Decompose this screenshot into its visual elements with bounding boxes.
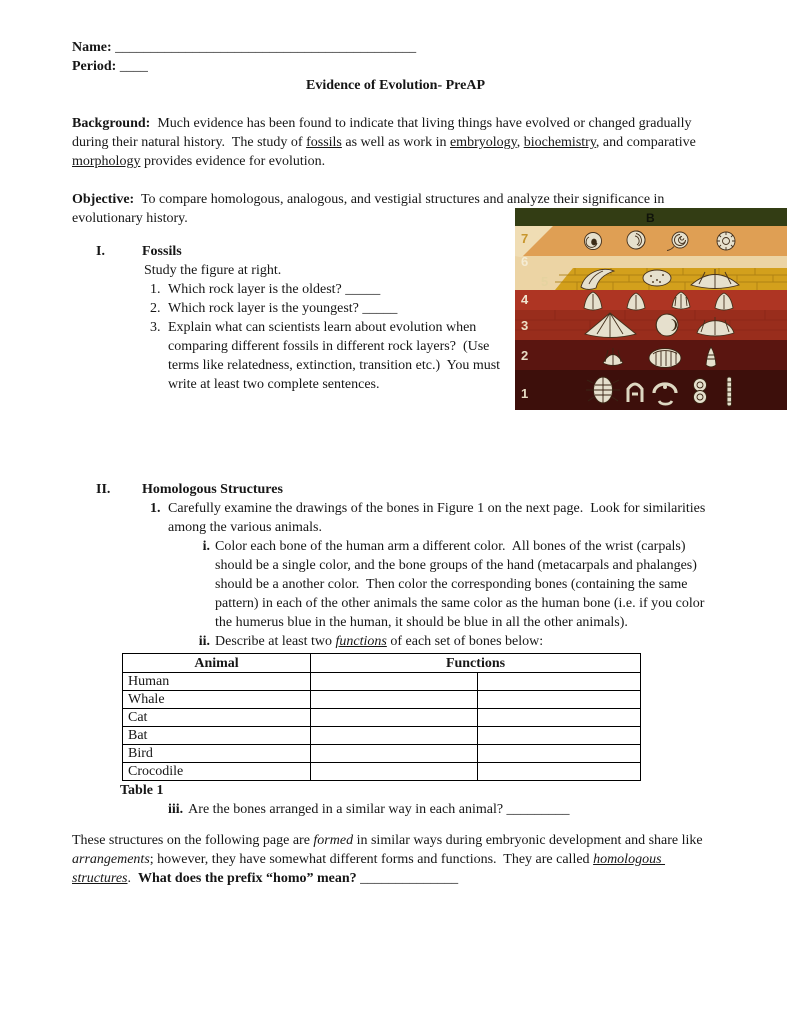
sub-item-ii-text	[215, 632, 543, 651]
text-run: Are the bones arranged in a similar way in each animal?	[188, 802, 507, 817]
functions-cell-2	[478, 763, 641, 781]
arc-dot	[663, 385, 667, 389]
animal-cell: Cat	[123, 709, 311, 727]
table-row-cat	[123, 709, 641, 727]
dot	[650, 275, 652, 277]
text-run: in similar ways during embryonic development and share like	[353, 833, 707, 848]
question-2-text: Which rock layer is the youngest? _____	[168, 301, 398, 316]
term-biochemistry: biochemistry	[523, 135, 596, 150]
sub-item-i-row	[191, 537, 719, 632]
period-label: Period:	[72, 59, 117, 74]
name-line	[72, 38, 719, 57]
closing-paragraph	[72, 831, 719, 888]
sub-item-i-number: i.	[202, 539, 210, 554]
term-functions: functions	[335, 634, 387, 649]
functions-cell-2	[478, 745, 641, 763]
text-run: ,	[516, 135, 524, 150]
functions-cell-2	[478, 691, 641, 709]
layer-2-number: 2	[521, 348, 529, 363]
functions-cell-1	[311, 727, 478, 745]
layer-6-number: 6	[521, 254, 529, 269]
rock-layer-7	[515, 226, 787, 256]
text-run: To compare homologous, analogous, and vestigial structures and analyze their significance in evolutionary history.	[72, 192, 668, 226]
fossil-double-oval-icon	[694, 379, 707, 392]
functions-cell-1	[311, 745, 478, 763]
figure-corner-label: B	[646, 211, 655, 225]
table-row-whale	[123, 691, 641, 709]
text-run: provides evidence for evolution.	[140, 154, 326, 169]
animal-cell: Human	[123, 673, 311, 691]
text-run: as well as work in	[341, 135, 450, 150]
col-header-animal: Animal	[123, 654, 311, 673]
fossil-rock-layers-figure	[515, 208, 787, 410]
functions-cell-2	[478, 673, 641, 691]
page-title: Evidence of Evolution- PreAP	[305, 78, 485, 93]
section-2-item-1-row	[150, 499, 719, 537]
animal-cell: Bird	[123, 745, 311, 763]
section-2-numeral: II.	[96, 482, 111, 497]
section-2-heading-row	[96, 480, 719, 499]
period-line	[72, 57, 719, 76]
functions-cell-1	[311, 691, 478, 709]
shell-hole	[591, 239, 597, 246]
dot	[662, 274, 664, 276]
dot	[659, 281, 661, 283]
layer-5-number: 5	[541, 274, 549, 289]
functions-cell-2	[478, 727, 641, 745]
question-1-number: 1.	[150, 282, 161, 297]
text-run: Much evidence has been found to indicate that living things have evolved or changed gradually during their natural history. The study of	[72, 116, 695, 150]
functions-cell-1	[311, 709, 478, 727]
sub-item-i-text: Color each bone of the human arm a different color. All bones of the wrist (carpals) should be a single color, and the bone groups of the hand (metacarpals and phalanges) should be a another color. Then color the corresponding bones (containing the same pattern) in each of the other animals the same color as the human bone (i.e. if you color the humerus blue in the human, it should be blue in all the other animals).	[215, 539, 708, 630]
homo-prefix-question: What does the prefix “homo” mean?	[137, 871, 357, 886]
objective-label: Objective:	[72, 192, 135, 207]
name-label: Name:	[72, 40, 112, 55]
table-row-bat	[123, 727, 641, 745]
item-1-number: 1.	[150, 501, 161, 516]
term-morphology: morphology	[72, 154, 141, 169]
term-homologous-structures: homologous structures	[72, 852, 666, 886]
table-row-human	[123, 673, 641, 691]
animal-cell: Whale	[123, 691, 311, 709]
section-1-numeral: I.	[96, 244, 105, 259]
term-arrangements: arrangements	[72, 852, 150, 867]
sub-item-ii-row	[191, 632, 719, 651]
double-oval-lower	[694, 391, 707, 404]
animal-cell: Bat	[123, 727, 311, 745]
dot	[656, 279, 658, 281]
sub-item-iii-number: iii.	[168, 802, 184, 817]
question-1-text: Which rock layer is the oldest? _____	[168, 282, 381, 297]
animal-cell: Crocodile	[123, 763, 311, 781]
blank-line	[72, 95, 719, 114]
table-1-caption: Table 1	[120, 783, 164, 798]
layer-7-number: 7	[521, 231, 529, 246]
question-3-number: 3.	[150, 320, 161, 335]
text-run: .	[127, 871, 138, 886]
col-header-functions: Functions	[311, 654, 641, 673]
rock-layer-4	[515, 290, 787, 310]
sub-item-iii-row	[168, 800, 719, 819]
functions-cell-2	[478, 709, 641, 727]
term-formed: formed	[313, 833, 354, 848]
section-2-heading: Homologous Structures	[142, 482, 283, 497]
sub-item-iii-text	[188, 800, 569, 819]
rock-layer-1	[515, 370, 787, 410]
rock-layer-3	[515, 310, 787, 340]
table-row-bird	[123, 745, 641, 763]
functions-cell-1	[311, 673, 478, 691]
answer-blank: _________	[506, 802, 570, 817]
fossil-bryozoan-icon	[643, 270, 671, 286]
name-blank: ___________________________________________	[111, 40, 417, 55]
term-embryology: embryology	[449, 135, 517, 150]
layer-3-number: 3	[521, 318, 529, 333]
term-fossils: fossils	[306, 135, 342, 150]
text-run: These structures on the following page are	[72, 833, 314, 848]
layer-4-number: 4	[521, 292, 529, 307]
section-1-heading: Fossils	[142, 244, 182, 259]
text-run: ; however, they have somewhat different forms and functions. They are called	[149, 852, 594, 867]
text-run: , and comparative	[595, 135, 700, 150]
functions-cell-1	[311, 763, 478, 781]
text-run: Describe at least two	[215, 634, 336, 649]
answer-blank: ______________	[356, 871, 459, 886]
sub-item-ii-number: ii.	[198, 634, 210, 649]
dot	[652, 281, 654, 283]
table-row-crocodile	[123, 763, 641, 781]
layer-1-number: 1	[521, 386, 529, 401]
item-1-text: Carefully examine the drawings of the bones in Figure 1 on the next page. Look for similarities among the various animals.	[168, 501, 709, 535]
background-paragraph	[72, 114, 719, 171]
text-run: of each set of bones below:	[386, 634, 544, 649]
question-3-text: Explain what can scientists learn about evolution when comparing different fossils in different rock layers? (Use terms like relatedness, extinction, transition etc.) You must write at least two complete sentences.	[168, 320, 504, 392]
question-2-number: 2.	[150, 301, 161, 316]
table-1	[122, 653, 641, 781]
period-blank: ____	[116, 59, 148, 74]
section-1-intro: Study the figure at right.	[144, 263, 282, 278]
background-label: Background:	[72, 116, 151, 131]
table-header-row	[123, 654, 641, 673]
fossil-layers-svg	[515, 208, 787, 410]
blank-line	[72, 171, 719, 190]
